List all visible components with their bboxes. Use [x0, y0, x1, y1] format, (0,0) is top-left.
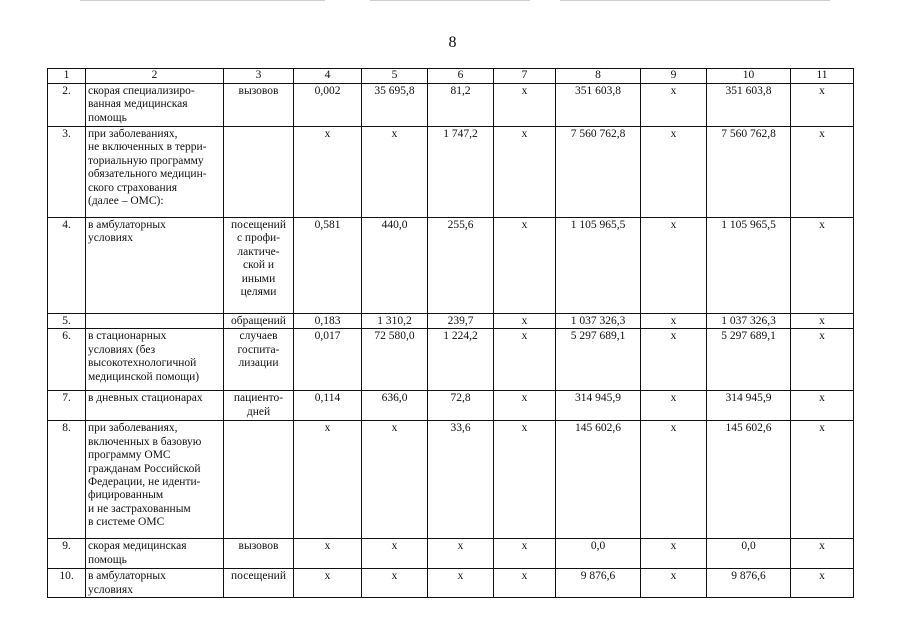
header-cell: 8	[556, 69, 641, 84]
table-cell: x	[428, 539, 494, 569]
top-edge-line-right	[560, 0, 830, 1]
table-cell: 10.	[48, 569, 86, 598]
table-cell: x	[641, 127, 707, 218]
table-cell: 72 580,0	[362, 329, 428, 391]
table-cell: x	[641, 84, 707, 127]
table-cell: 636,0	[362, 391, 428, 421]
table-cell: 7 560 762,8	[707, 127, 791, 218]
table-cell: 314 945,9	[556, 391, 641, 421]
table-cell: 1 747,2	[428, 127, 494, 218]
table-cell: посещений с профи- лактиче- ской и иными целями	[224, 218, 294, 314]
table-cell: x	[494, 569, 556, 598]
header-cell: 2	[86, 69, 224, 84]
table-cell: пациенто- дней	[224, 391, 294, 421]
table-cell: 1 037 326,3	[556, 314, 641, 329]
table-cell: 440,0	[362, 218, 428, 314]
header-cell: 4	[294, 69, 362, 84]
table-cell: 4.	[48, 218, 86, 314]
table-cell: 7 560 762,8	[556, 127, 641, 218]
table-cell: 72,8	[428, 391, 494, 421]
table-cell: x	[791, 329, 854, 391]
table-cell: вызовов	[224, 539, 294, 569]
table-row	[48, 391, 854, 421]
table-cell: 5 297 689,1	[556, 329, 641, 391]
top-edge-line-left	[80, 0, 325, 1]
table-cell: в амбулаторных условиях	[86, 218, 224, 314]
table-cell: x	[641, 569, 707, 598]
table-cell: x	[294, 569, 362, 598]
table-cell	[224, 127, 294, 218]
table-cell: x	[791, 218, 854, 314]
table-cell: 239,7	[428, 314, 494, 329]
header-cell: 7	[494, 69, 556, 84]
table-cell: 1 310,2	[362, 314, 428, 329]
table-cell: x	[791, 421, 854, 539]
table-cell: x	[641, 329, 707, 391]
header-cell: 6	[428, 69, 494, 84]
table-cell: в амбулаторных условиях	[86, 569, 224, 598]
table-cell: скорая специализиро- ванная медицинская помощь	[86, 84, 224, 127]
table-cell: 9 876,6	[707, 569, 791, 598]
table-cell: вызовов	[224, 84, 294, 127]
header-cell: 3	[224, 69, 294, 84]
table-cell: 0,0	[707, 539, 791, 569]
table-cell: x	[494, 218, 556, 314]
table-cell: 1 224,2	[428, 329, 494, 391]
table-row	[48, 127, 854, 218]
table-cell	[224, 421, 294, 539]
table-cell: 145 602,6	[707, 421, 791, 539]
table-cell: 33,6	[428, 421, 494, 539]
table-cell: x	[641, 539, 707, 569]
table-cell	[86, 314, 224, 329]
table-cell: 351 603,8	[556, 84, 641, 127]
table-cell: 5.	[48, 314, 86, 329]
table-cell: x	[362, 569, 428, 598]
table-cell: 145 602,6	[556, 421, 641, 539]
table-cell: 81,2	[428, 84, 494, 127]
table-cell: x	[294, 127, 362, 218]
table-cell: x	[791, 314, 854, 329]
data-table	[47, 68, 854, 598]
header-cell: 10	[707, 69, 791, 84]
table-cell: x	[294, 539, 362, 569]
table-cell: 351 603,8	[707, 84, 791, 127]
table-row	[48, 421, 854, 539]
table-cell: 0,581	[294, 218, 362, 314]
table-cell: скорая медицинская помощь	[86, 539, 224, 569]
table-cell: x	[362, 127, 428, 218]
table-cell: x	[494, 329, 556, 391]
table-cell: 7.	[48, 391, 86, 421]
table-cell: x	[362, 421, 428, 539]
table-cell: x	[791, 84, 854, 127]
table-cell: 3.	[48, 127, 86, 218]
header-cell: 1	[48, 69, 86, 84]
table-cell: 0,114	[294, 391, 362, 421]
table-cell: x	[641, 391, 707, 421]
table-cell: x	[494, 421, 556, 539]
table-cell: x	[494, 314, 556, 329]
table-row	[48, 314, 854, 329]
table-cell: 6.	[48, 329, 86, 391]
page-number: 8	[448, 34, 457, 51]
table-cell: 2.	[48, 84, 86, 127]
table-cell: x	[791, 127, 854, 218]
table-cell: 1 037 326,3	[707, 314, 791, 329]
table-cell: 255,6	[428, 218, 494, 314]
table-cell: x	[641, 218, 707, 314]
table-cell: в стационарных условиях (без высокотехнологичной медицинской помощи)	[86, 329, 224, 391]
table-cell: x	[428, 569, 494, 598]
table-cell: случаев госпита- лизации	[224, 329, 294, 391]
table-cell: посещений	[224, 569, 294, 598]
table-cell: 5 297 689,1	[707, 329, 791, 391]
top-edge-line-middle	[370, 0, 530, 1]
table-cell: 1 105 965,5	[707, 218, 791, 314]
table-cell: 1 105 965,5	[556, 218, 641, 314]
table-cell: x	[494, 539, 556, 569]
table-cell: x	[494, 84, 556, 127]
header-cell: 11	[791, 69, 854, 84]
header-cell: 9	[641, 69, 707, 84]
table-cell: 35 695,8	[362, 84, 428, 127]
table-cell: 9.	[48, 539, 86, 569]
table-cell: 0,017	[294, 329, 362, 391]
table-cell: 8.	[48, 421, 86, 539]
table-cell: x	[791, 539, 854, 569]
table-row	[48, 539, 854, 569]
table-cell: в дневных стационарах	[86, 391, 224, 421]
table-header-row	[48, 69, 854, 84]
table-row	[48, 329, 854, 391]
table-cell: 0,0	[556, 539, 641, 569]
table-cell: 314 945,9	[707, 391, 791, 421]
table-cell: обращений	[224, 314, 294, 329]
table-cell: x	[494, 391, 556, 421]
table-cell: x	[362, 539, 428, 569]
table-cell: x	[641, 421, 707, 539]
header-cell: 5	[362, 69, 428, 84]
table-cell: 9 876,6	[556, 569, 641, 598]
table-cell: при заболеваниях, не включенных в терри- ториальную программу обязательного медицин- ского страхования (далее – ОМС):	[86, 127, 224, 218]
table-row	[48, 218, 854, 314]
table-cell: при заболеваниях, включенных в базовую программу ОМС гражданам Российской Федерации, не иденти- фицированным и не застрахованным в системе ОМС	[86, 421, 224, 539]
table-cell: x	[494, 127, 556, 218]
table-cell: x	[791, 391, 854, 421]
table-row	[48, 84, 854, 127]
table-cell: 0,002	[294, 84, 362, 127]
table-cell: x	[294, 421, 362, 539]
table-cell: x	[641, 314, 707, 329]
table-cell: x	[791, 569, 854, 598]
table-cell: 0,183	[294, 314, 362, 329]
table-row	[48, 569, 854, 598]
